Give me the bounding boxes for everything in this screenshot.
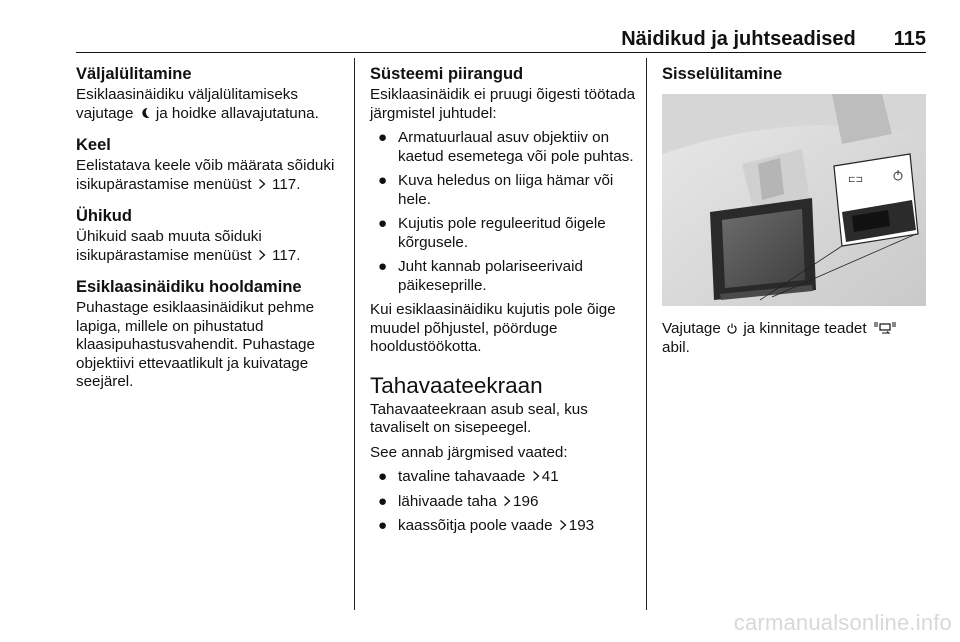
- list-item: [370, 493, 636, 512]
- list-item: [370, 258, 636, 295]
- switch-on-text-c: abil.: [662, 338, 690, 356]
- limits-intro: Esiklaasinäidik ei pruugi õigesti töötada järgmistel juhtudel:: [370, 86, 636, 122]
- page-number: 115: [893, 28, 926, 50]
- column-2: [370, 64, 636, 542]
- section-title-switch-on: Sisselülitamine: [662, 65, 783, 83]
- limits-outro: Kui esiklaasinäidiku kujutis pole õige muudel põhjustel, pöörduge hooldustöökotta.: [370, 301, 616, 355]
- bullet: ●: [378, 517, 388, 534]
- bullet: ●: [378, 468, 388, 485]
- list-item-text: Armatuurlaual asuv objektiiv on kaetud esemetega või pole puhtas.: [398, 129, 634, 165]
- units-text-body: Ühikuid saab muuta sõiduki isikupärastamise menüüst: [76, 228, 262, 264]
- switch-off-text-b: ja hoidke allavajutatuna.: [155, 104, 319, 122]
- column-divider-2: [646, 58, 647, 610]
- moon-icon: [140, 107, 150, 119]
- list-item: [370, 172, 636, 209]
- switch-on-text: [662, 320, 930, 357]
- column-1: [76, 64, 346, 398]
- rear-view-text-2: See annab järgmised vaated:: [370, 443, 568, 461]
- bullet: ●: [378, 492, 388, 510]
- section-title-care: Esiklaasinäidiku hooldamine: [76, 278, 302, 296]
- view-label: tavaline tahavaade: [398, 468, 526, 485]
- units-text: [76, 228, 346, 265]
- switch-on-text-b: ja kinnitage teadet: [743, 320, 867, 337]
- column-divider-1: [354, 58, 355, 610]
- view-page-ref[interactable]: 196: [513, 492, 539, 510]
- language-text: [76, 157, 346, 194]
- section-title-units: Ühikud: [76, 207, 132, 225]
- zoom-detail: [834, 154, 918, 246]
- list-item: [370, 129, 636, 166]
- limits-list: [370, 129, 636, 295]
- list-item-text: Kujutis pole reguleeritud õigele kõrgusele.: [398, 215, 606, 251]
- svg-text:⊏⊐: ⊏⊐: [848, 175, 864, 185]
- column-3: [662, 64, 930, 363]
- page-reference-icon: [559, 519, 567, 531]
- section-title-rear-view-display: Tahavaateekraan: [370, 372, 543, 398]
- view-page-ref[interactable]: 41: [541, 468, 559, 485]
- list-item: [370, 517, 636, 536]
- list-item-text: Kuva heledus on liiga hämar või hele.: [398, 172, 614, 208]
- list-item: [370, 468, 636, 487]
- bullet: ●: [378, 172, 388, 189]
- view-page-ref[interactable]: 193: [568, 517, 595, 534]
- page-reference-icon: [503, 495, 511, 507]
- page-reference-icon: [532, 470, 540, 482]
- page-reference-icon: [258, 249, 266, 261]
- view-label: lähivaade taha: [398, 492, 497, 510]
- bullet: ●: [378, 258, 388, 275]
- switch-off-text-a: Esiklaasinäidiku väljalülitamiseks vajutage: [76, 86, 298, 122]
- rear-view-mirror-photo: [662, 94, 926, 306]
- mirror-view-icon: [873, 321, 897, 335]
- care-text: Puhastage esiklaasinäidikut pehme lapiga, millele on pihustatud klaasipuhastusvahendit. Puhastage objektiivi ettevaatlikult ja kuivatage seejärel.: [76, 299, 315, 390]
- views-list: [370, 468, 636, 536]
- language-page-ref[interactable]: 117.: [272, 175, 301, 193]
- page-header: [76, 28, 926, 52]
- page-reference-icon: [258, 178, 266, 190]
- rear-view-text-1: Tahavaateekraan asub seal, kus tavaliselt on sisepeegel.: [370, 400, 588, 436]
- power-icon: [727, 323, 737, 334]
- chapter-title: Näidikud ja juhtseadised: [621, 28, 856, 50]
- section-title-language: Keel: [76, 136, 111, 154]
- view-label: kaassõitja poole vaade: [398, 517, 553, 534]
- bullet: ●: [378, 129, 388, 146]
- switch-off-text: [76, 86, 346, 123]
- section-title-switch-off: Väljalülitamine: [76, 65, 192, 83]
- bullet: ●: [378, 215, 388, 232]
- language-text-body: Eelistatava keele võib määrata sõiduki isikupärastamise menüüst: [76, 157, 335, 193]
- units-page-ref[interactable]: 117.: [272, 246, 301, 264]
- switch-on-text-a: Vajutage: [662, 320, 721, 337]
- watermark: carmanualsonline.info: [733, 610, 952, 635]
- section-title-system-limits: Süsteemi piirangud: [370, 65, 524, 83]
- list-item: [370, 215, 636, 252]
- header-rule: [76, 52, 926, 53]
- list-item-text: Juht kannab polariseerivaid päikeseprille.: [398, 258, 583, 294]
